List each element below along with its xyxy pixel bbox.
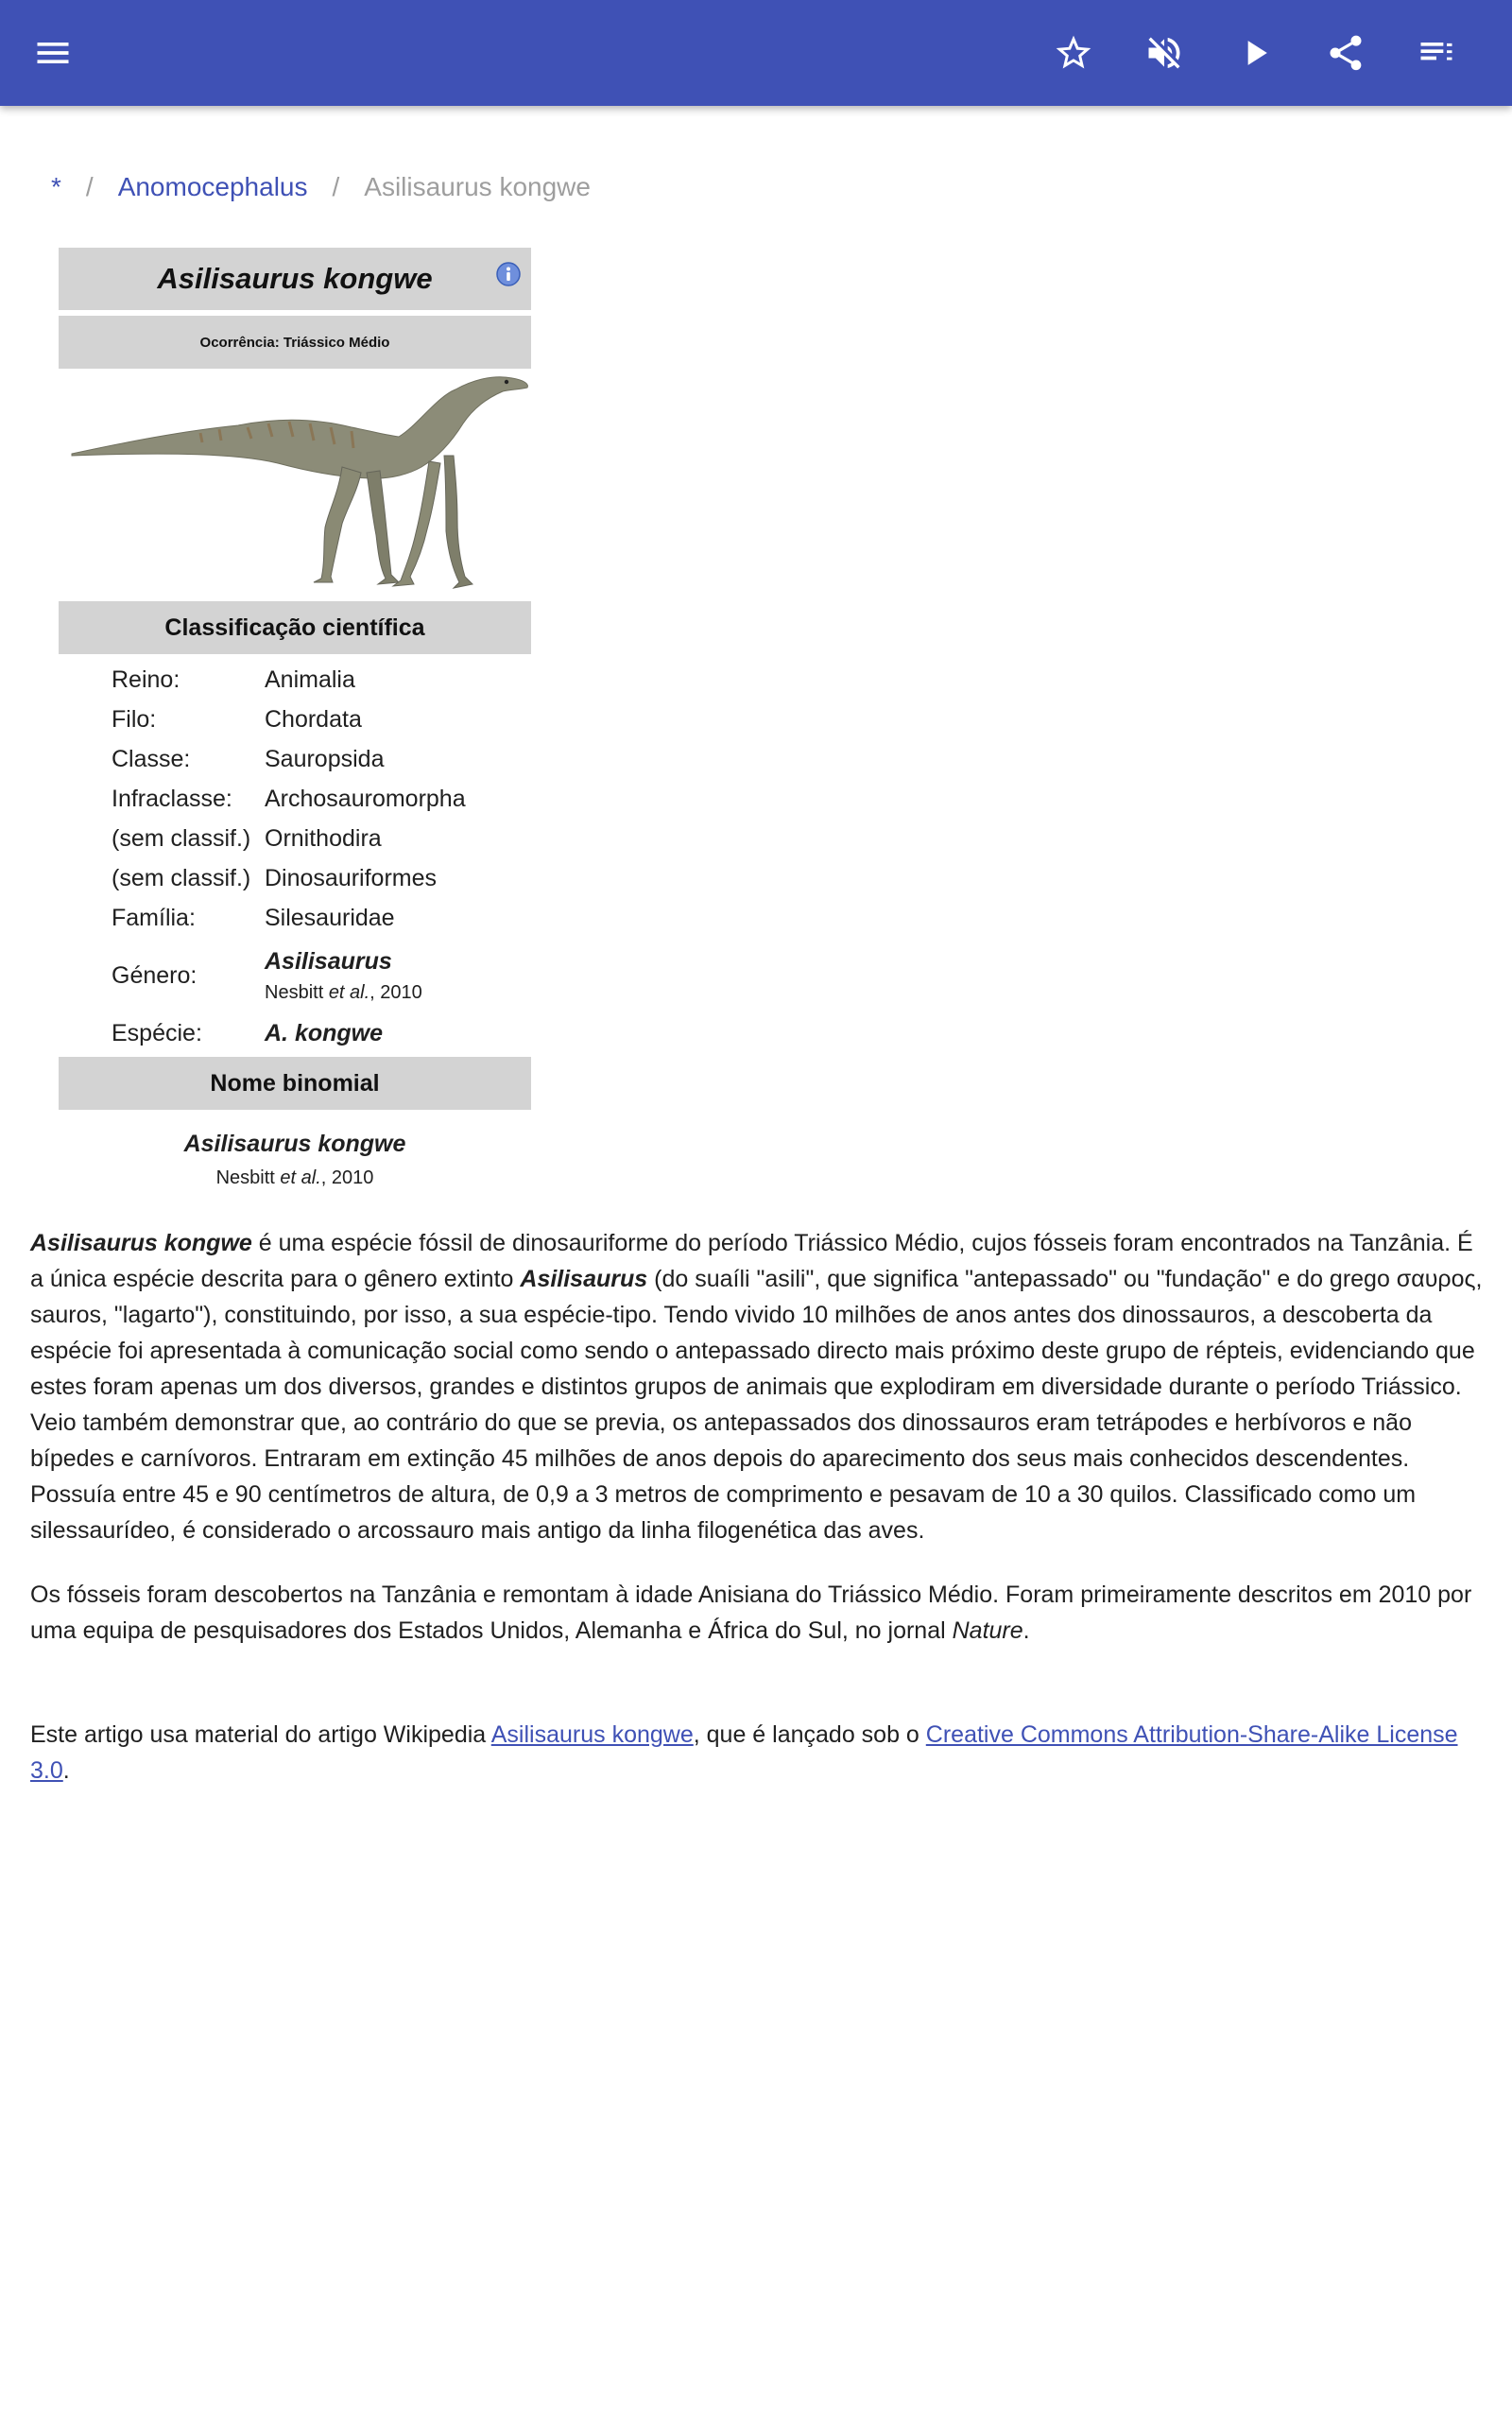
binomial-author-year: , 2010: [320, 1167, 374, 1188]
rank-value: Ornithodira: [265, 825, 382, 852]
genus-author-etal: et al.: [328, 982, 370, 1003]
article-text: .: [1022, 1617, 1030, 1644]
rank-label: (sem classif.): [112, 825, 251, 852]
infobox: [59, 248, 531, 1191]
favorite-button[interactable]: [1045, 25, 1102, 81]
rank-value: Chordata: [265, 706, 362, 733]
dinosaur-illustration[interactable]: [59, 369, 531, 601]
article-paragraph-1: [30, 1225, 1486, 1548]
breadcrumb: [51, 168, 591, 206]
rank-label: Género:: [112, 962, 198, 989]
info-icon[interactable]: [495, 261, 522, 287]
taxonomy-row: [59, 779, 531, 819]
taxonomy-row: [59, 819, 531, 858]
binomial-author: [59, 1165, 531, 1191]
binomial-name: Asilisaurus kongwe: [183, 1131, 406, 1157]
wikipedia-article-link[interactable]: Asilisaurus kongwe: [490, 1721, 694, 1748]
article-text: (do suaíli "asili", que significa "antepassado" ou "fundação" e do grego σαυρος, sauros, "lagarto"), constituindo, por isso, a sua espécie-tipo. Tendo vivido 10 milhões de anos antes dos dinossauros, a descoberta da espécie foi apresentada à comunicação social como sendo o antepassado directo mais próximo deste grupo de répteis, evidenciando que estes foram apenas um dos diversos, grandes e distintos grupos de animais que explodiram em diversidade durante o período Triássico. Veio também demonstrar que, ao contrário do que se previa, os antepassados dos dinossauros eram tetrápodes e herbívoros e não bípedes e carnívoros. Entraram em extinção 45 milhões de anos depois do aparecimento dos seus mais conhecidos descendentes. Possuía entre 45 e 90 centímetros de altura, de 0,9 a 3 metros de comprimento e pesavam de 10 a 30 quilos. Classificado como um silessaurídeo, é considerado o arcossauro mais antigo da linha filogenética das aves.: [30, 1266, 1483, 1544]
breadcrumb-current: Asilisaurus kongwe: [364, 172, 591, 201]
rank-value: Animalia: [265, 666, 355, 693]
contents-button[interactable]: [1408, 25, 1465, 81]
binomial-block: [59, 1110, 531, 1191]
taxonomy-row: [59, 898, 531, 938]
breadcrumb-separator: /: [85, 172, 94, 201]
rank-label: Infraclasse:: [112, 786, 232, 812]
share-icon: [1325, 32, 1366, 74]
rank-label: (sem classif.): [112, 865, 251, 891]
breadcrumb-parent-link[interactable]: Anomocephalus: [117, 172, 308, 201]
taxonomy-row: [59, 660, 531, 700]
playlist-icon: [1416, 32, 1457, 74]
rank-value: Archosauromorpha: [265, 786, 466, 812]
license-text: .: [62, 1757, 70, 1784]
genus-value: [265, 944, 531, 1007]
taxonomy-list: [59, 654, 531, 1053]
play-button[interactable]: [1227, 25, 1283, 81]
play-icon: [1234, 32, 1276, 74]
species-value: A. kongwe: [265, 1020, 384, 1046]
binomial-header: Nome binomial: [59, 1057, 531, 1110]
article-text: é uma espécie fóssil de dinosauriforme do período Triássico Médio, cujos fósseis foram encontrados na Tanzânia. É a única espécie descrita para o gênero extinto: [30, 1230, 1473, 1292]
breadcrumb-separator: /: [332, 172, 340, 201]
taxonomy-row-species: [59, 1013, 531, 1053]
article-body: [30, 1225, 1486, 1817]
rank-label: Filo:: [112, 706, 157, 733]
menu-button[interactable]: [25, 25, 81, 81]
taxonomy-row: [59, 858, 531, 898]
genus-author: [265, 978, 531, 1007]
app-bar: [0, 0, 1512, 106]
infobox-title: [59, 248, 531, 310]
article-text: Os fósseis foram descobertos na Tanzânia e remontam à idade Anisiana do Triássico Médio. Foram primeiramente descritos em 2010 por uma equipa de pesquisadores dos Estados Unidos, Alemanha e África do Sul, no jornal: [30, 1582, 1472, 1644]
taxonomy-row: [59, 700, 531, 739]
rank-value: Sauropsida: [265, 746, 385, 772]
classification-header: Classificação científica: [59, 601, 531, 654]
binomial-author-name: Nesbitt: [215, 1167, 281, 1188]
asilisaurus-image: [59, 369, 531, 601]
taxonomy-row: [59, 739, 531, 779]
genus-name: Asilisaurus: [265, 948, 392, 975]
license-text: Este artigo usa material do artigo Wikipedia: [30, 1721, 491, 1748]
license-note: [30, 1717, 1486, 1789]
infobox-title-text: Asilisaurus kongwe: [157, 262, 433, 295]
genus-author-name: Nesbitt: [265, 982, 329, 1003]
species-name-emphasis: Asilisaurus kongwe: [30, 1230, 252, 1256]
volume-off-icon: [1143, 32, 1185, 74]
rank-value: Dinosauriformes: [265, 865, 438, 891]
breadcrumb-home-link[interactable]: *: [51, 172, 61, 201]
rank-label: Família:: [112, 905, 196, 931]
binomial-author-etal: et al.: [280, 1167, 321, 1188]
article-paragraph-2: [30, 1577, 1486, 1649]
taxonomy-row-genus: [59, 938, 531, 1013]
license-link[interactable]: Creative Commons Attribution-Share-Alike License 3.0: [30, 1721, 1458, 1784]
genus-author-year: , 2010: [369, 982, 422, 1003]
rank-label: Espécie:: [112, 1020, 202, 1046]
mute-button[interactable]: [1136, 25, 1193, 81]
share-button[interactable]: [1317, 25, 1374, 81]
star-icon: [1053, 32, 1094, 74]
rank-label: Reino:: [112, 666, 180, 693]
journal-name: Nature: [952, 1617, 1023, 1644]
menu-icon: [32, 32, 74, 74]
license-text: , que é lançado sob o: [693, 1721, 926, 1748]
rank-value: Silesauridae: [265, 905, 395, 931]
genus-name-emphasis: Asilisaurus: [520, 1266, 648, 1292]
infobox-occurrence: Ocorrência: Triássico Médio: [59, 316, 531, 369]
rank-label: Classe:: [112, 746, 191, 772]
